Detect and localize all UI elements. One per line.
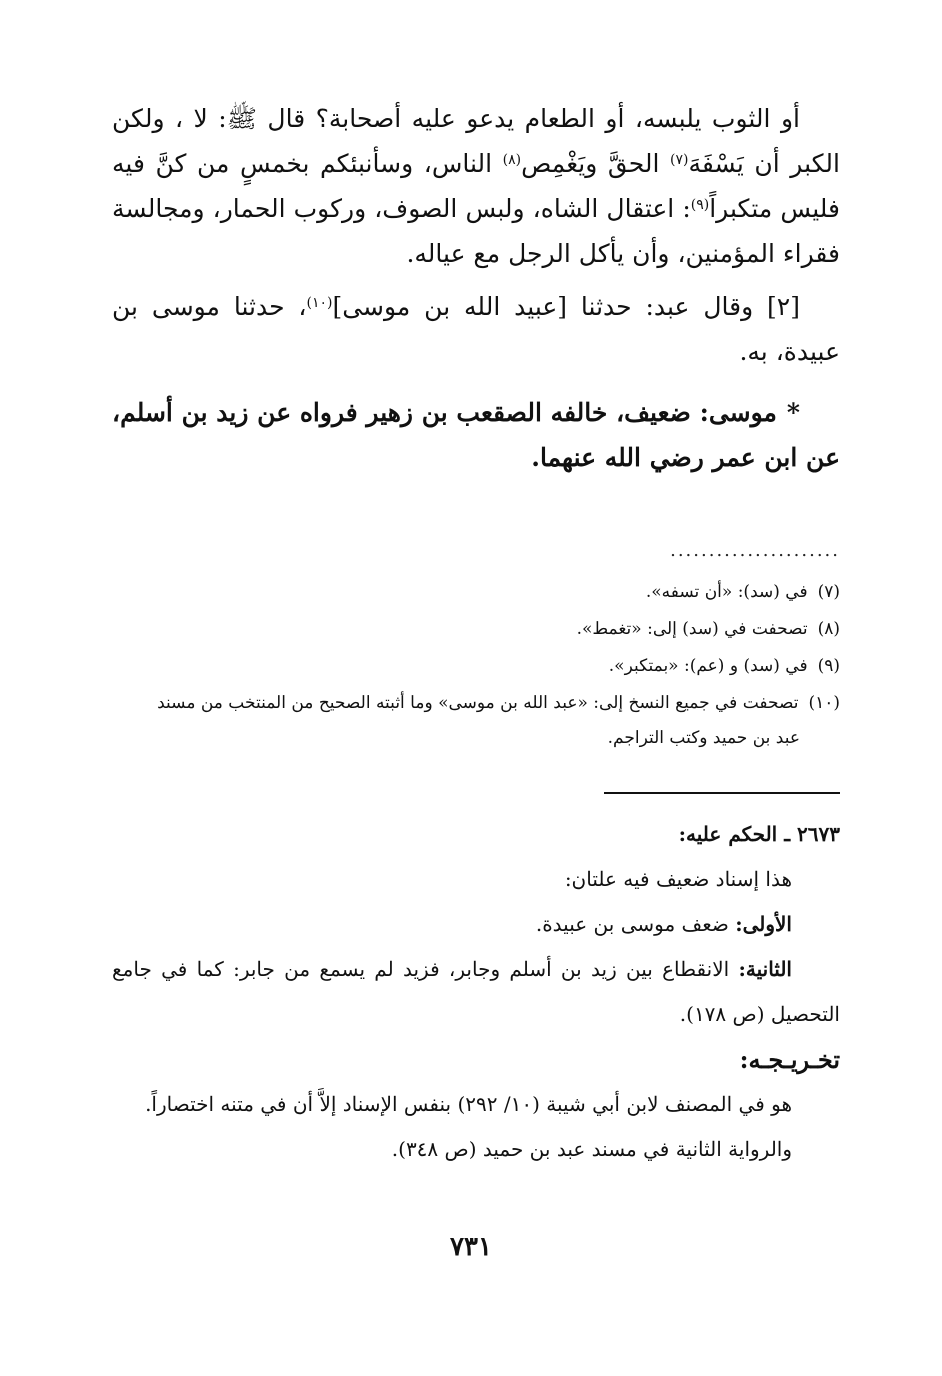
isnad-paragraph: [٢] وقال عبد: حدثنا [عبيد الله بن موسى]$^{(١٠)}$، حدثنا موسى بن عبيدة، به. — [112, 292, 840, 366]
footnote-ref-8[interactable]: (٨) — [502, 152, 522, 168]
main-text — [112, 96, 840, 480]
footnote-7: (٧)في (سد): «أن تسفه». — [645, 582, 840, 602]
commentary-section — [112, 812, 840, 1172]
commentary-note: *موسى: ضعيف، خالفه الصقعب بن زهير فرواه عن زيد بن أسلم، عن ابن عمر رضي الله عنهما. — [112, 398, 840, 472]
footnote-10-continuation: عبد بن حميد وكتب التراجم. — [607, 728, 800, 748]
ruling-intro: هذا إسناد ضعيف فيه علتان: — [564, 867, 792, 891]
section-heading: ٢٦٧٣ ـ الحكم عليه: — [678, 822, 840, 846]
first-defect: الأولى: ضعف موسى بن عبيدة. — [535, 912, 792, 936]
footnote-ref-7[interactable]: (٧) — [670, 152, 689, 168]
takhrij-paragraph-2: والرواية الثانية في مسند عبد بن حميد (ص ٣٤٨). — [391, 1137, 792, 1161]
page-number: ٧٣١ — [450, 1232, 492, 1262]
footnote-8: (٨)تصحفت في (سد) إلى: «تغمط». — [576, 619, 840, 639]
footnotes — [112, 574, 840, 754]
second-defect: الثانية: الانقطاع بين زيد بن أسلم وجابر، فزيد لم يسمع من جابر: كما في جامع التحصيل (ص ١٧٨). — [112, 957, 840, 1026]
hadith-paragraph: أو الثوب يلبسه، أو الطعام يدعو عليه أصحابة؟ قال ﷺ: لا ، ولكن الكبر أن يَسْفَهَ$^{(٧)}$ الحقَّ ويَغْمِص$^{(٨)}$ الناس، وسأنبئكم بخمسٍ من كنَّ فيه فليس متكبراً$^{(٩)}$: اعتقال الشاه، ولبس الصوف، وركوب الحمار، ومجالسة فقراء المؤمنين، وأن يأكل الرجل مع عياله. — [112, 104, 841, 268]
section-divider — [604, 792, 840, 794]
takhrij-heading: تخـريـجـه: — [739, 1045, 840, 1074]
footnote-separator: ...................... — [670, 540, 840, 561]
footnote-ref-10[interactable]: (١٠) — [306, 295, 333, 311]
footnote-9: (٩)في (سد) و (عم): «بمتكبر». — [608, 656, 840, 676]
footnote-ref-9[interactable]: (٩) — [690, 197, 710, 213]
takhrij-paragraph-1: هو في المصنف لابن أبي شيبة (١٠/ ٢٩٢) بنفس الإسناد إلاَّ أن في متنه اختصاراً. — [145, 1092, 792, 1116]
footnote-10: (١٠)تصحفت في جميع النسخ إلى: «عبد الله بن موسى» وما أثبته الصحيح من المنتخب من مسند — [157, 693, 840, 713]
asterisk-mark: * — [786, 398, 800, 427]
